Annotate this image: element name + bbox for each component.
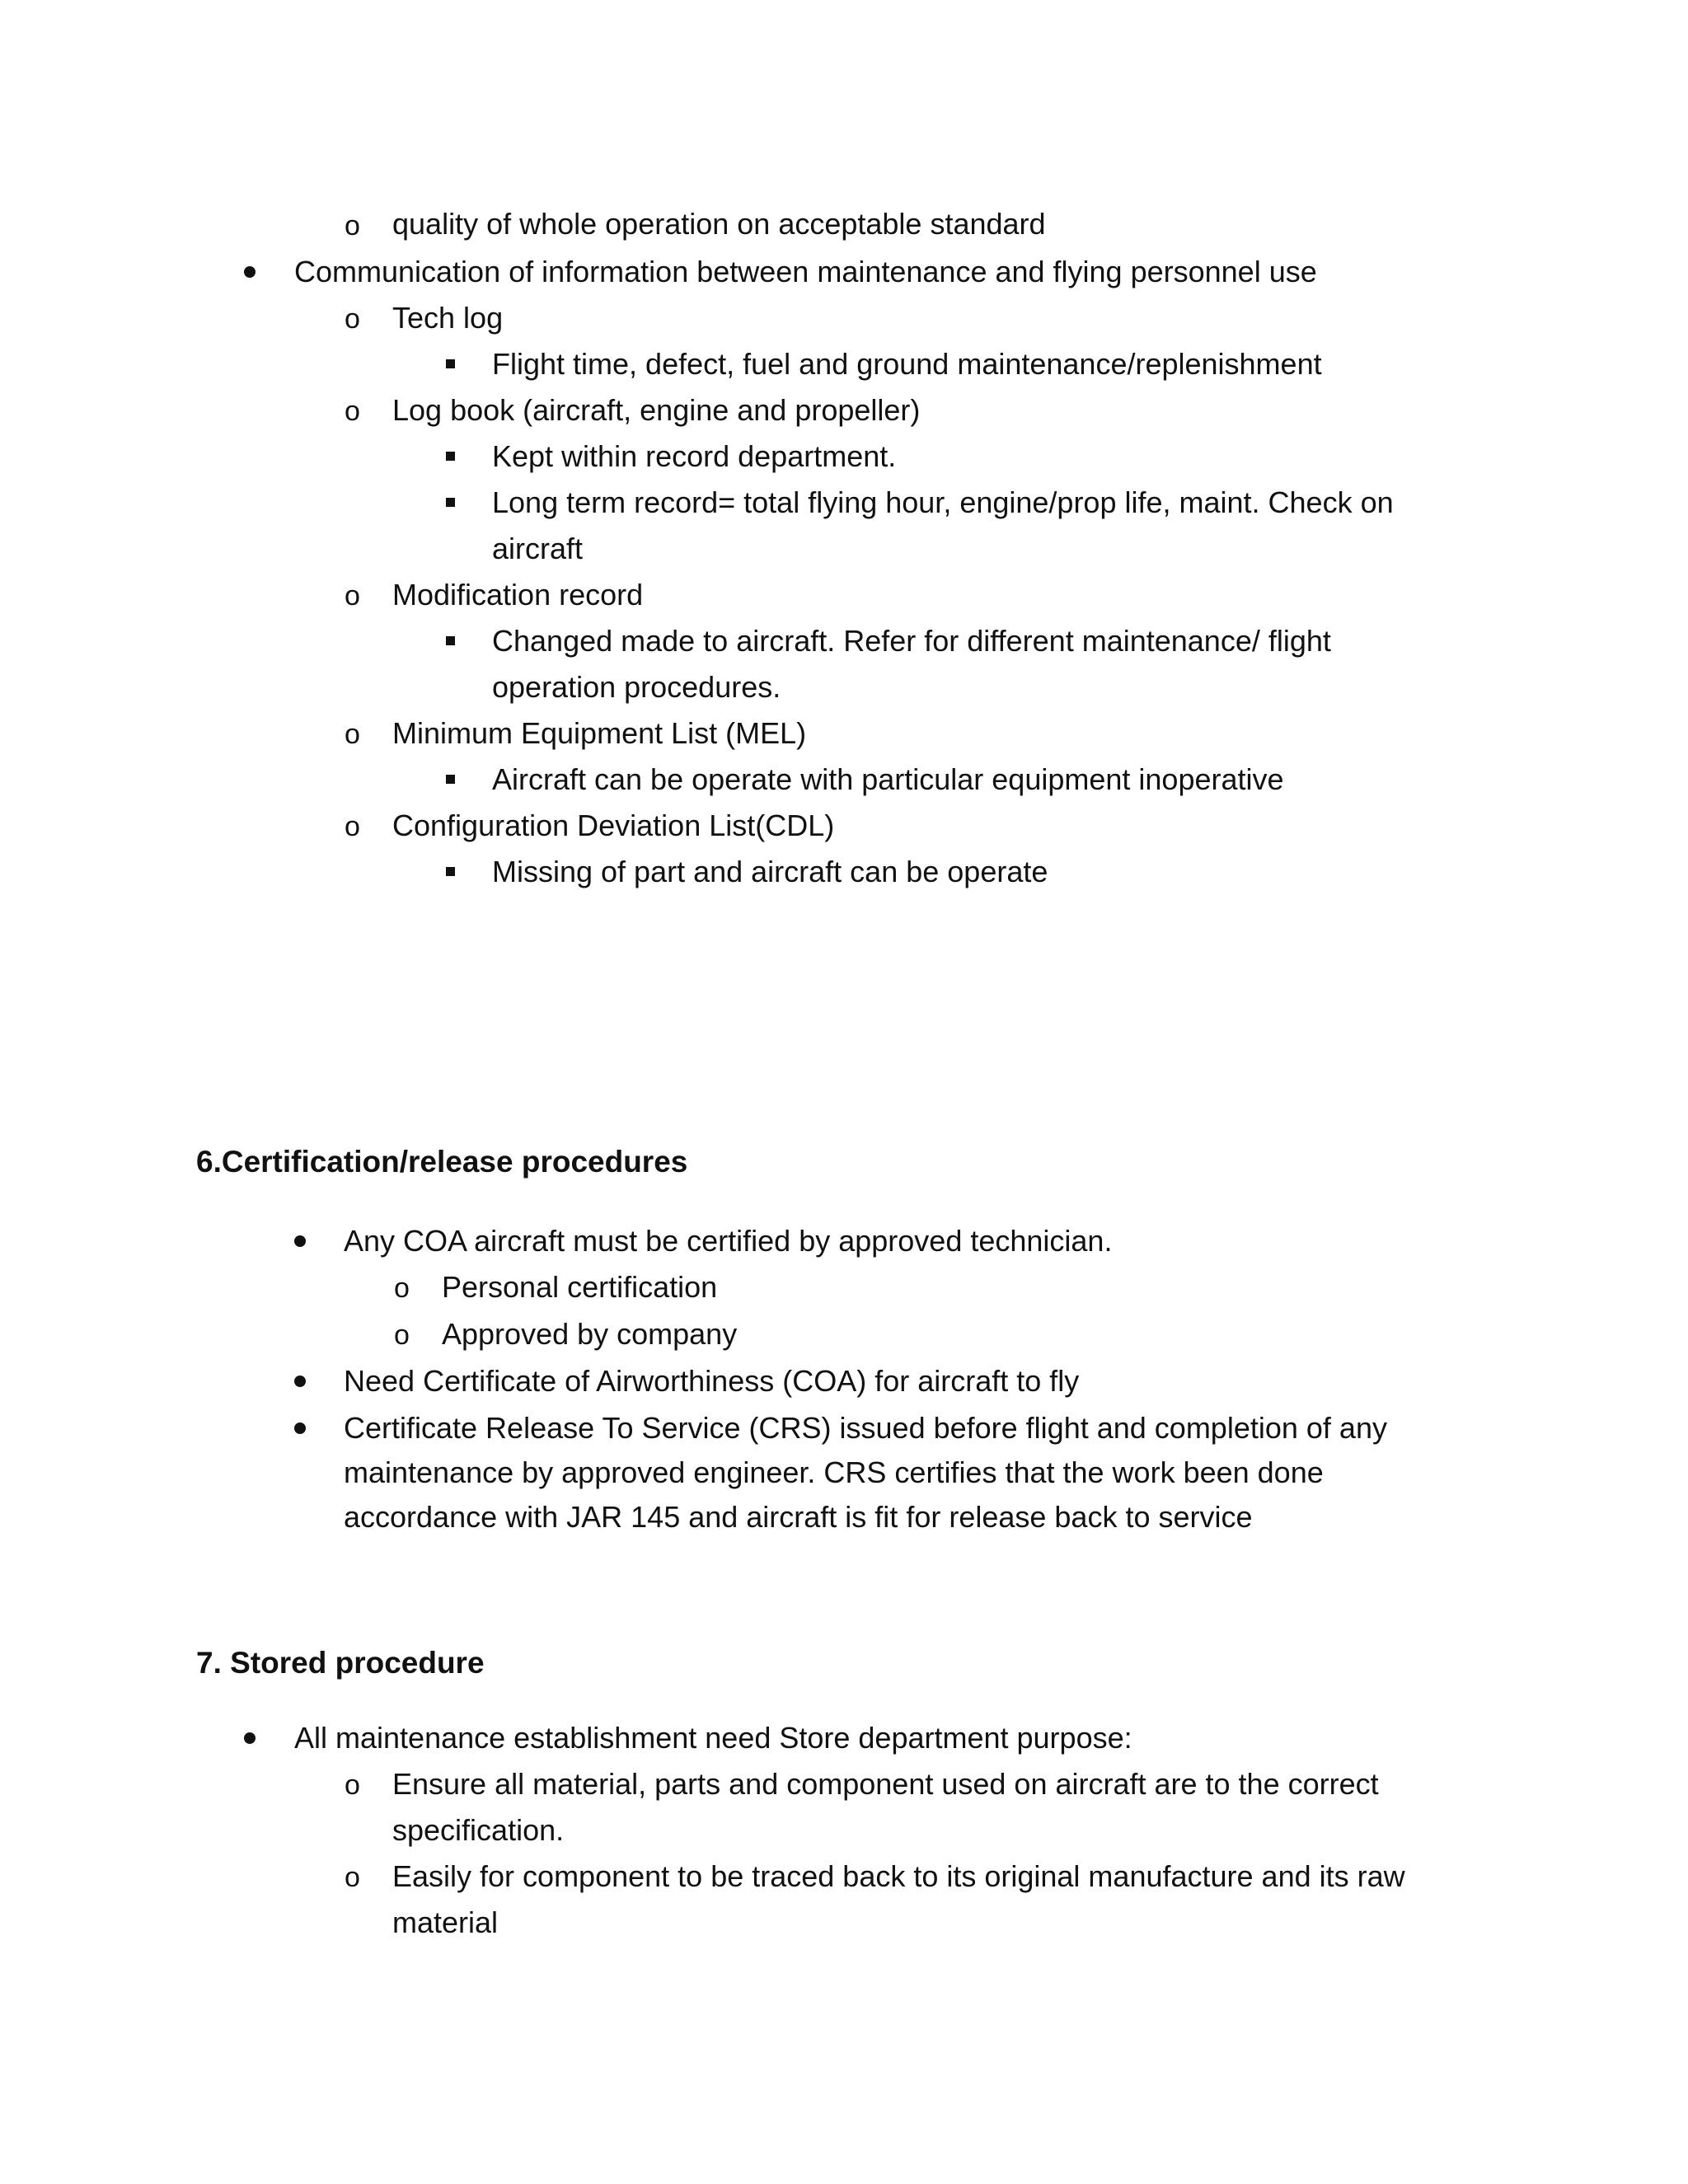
list-item-text: Log book (aircraft, engine and propeller) bbox=[392, 393, 921, 427]
list-item-text: Flight time, defect, fuel and ground maintenance/replenishment bbox=[492, 347, 1322, 381]
list-item-text: Approved by company bbox=[442, 1317, 738, 1351]
list-item-text: material bbox=[392, 1905, 499, 1939]
sub-bullet-marker: o bbox=[345, 719, 360, 750]
sub-bullet-marker: o bbox=[345, 580, 360, 612]
list-item-text: Configuration Deviation List(CDL) bbox=[392, 808, 835, 842]
list-item-text: Tech log bbox=[392, 301, 504, 335]
list-item-text: Ensure all material, parts and component used on aircraft are to the correct bbox=[392, 1767, 1379, 1801]
bullet-marker bbox=[294, 1422, 306, 1434]
list-item-text: operation procedures. bbox=[492, 670, 781, 704]
list-item-text: Missing of part and aircraft can be operate bbox=[492, 855, 1048, 888]
sub-bullet-marker: o bbox=[394, 1272, 410, 1304]
sub-bullet-marker: o bbox=[345, 1862, 360, 1893]
square-bullet-marker bbox=[446, 498, 455, 507]
list-item-text: Communication of information between maintenance and flying personnel use bbox=[294, 255, 1317, 288]
list-item-text: aircraft bbox=[492, 532, 584, 565]
list-item-text: Certificate Release To Service (CRS) issued before flight and completion of any bbox=[344, 1411, 1387, 1445]
sub-bullet-marker: o bbox=[345, 210, 360, 241]
square-bullet-marker bbox=[446, 359, 455, 368]
list-item-text: Easily for component to be traced back to its original manufacture and its raw bbox=[392, 1859, 1405, 1893]
list-item-text: Kept within record department. bbox=[492, 439, 897, 473]
bullet-marker bbox=[244, 266, 256, 278]
list-item-text: Personal certification bbox=[442, 1270, 718, 1304]
list-item-text: All maintenance establishment need Store department purpose: bbox=[294, 1721, 1132, 1755]
section-heading: 7. Stored procedure bbox=[196, 1646, 485, 1680]
list-item-text: Changed made to aircraft. Refer for different maintenance/ flight bbox=[492, 624, 1331, 658]
sub-bullet-marker: o bbox=[345, 303, 360, 335]
bullet-marker bbox=[244, 1732, 256, 1744]
sub-bullet-marker: o bbox=[345, 1769, 360, 1801]
list-item-text: specification. bbox=[392, 1813, 565, 1847]
bullet-marker bbox=[294, 1376, 306, 1387]
list-item-text: Modification record bbox=[392, 578, 644, 612]
square-bullet-marker bbox=[446, 636, 455, 645]
list-item-text: quality of whole operation on acceptable standard bbox=[392, 207, 1046, 241]
square-bullet-marker bbox=[446, 452, 455, 461]
sub-bullet-marker: o bbox=[345, 811, 360, 842]
square-bullet-marker bbox=[446, 775, 455, 784]
list-item-text: Any COA aircraft must be certified by approved technician. bbox=[344, 1224, 1113, 1258]
list-item-text: Need Certificate of Airworthiness (COA) for aircraft to fly bbox=[344, 1364, 1080, 1398]
square-bullet-marker bbox=[446, 867, 455, 876]
list-item-text: Aircraft can be operate with particular equipment inoperative bbox=[492, 762, 1284, 796]
sub-bullet-marker: o bbox=[394, 1319, 410, 1351]
list-item-text: Long term record= total flying hour, engine/prop life, maint. Check on bbox=[492, 485, 1394, 519]
list-item-text: Minimum Equipment List (MEL) bbox=[392, 716, 807, 750]
list-item-text: accordance with JAR 145 and aircraft is fit for release back to service bbox=[344, 1500, 1253, 1534]
bullet-marker bbox=[294, 1235, 306, 1247]
sub-bullet-marker: o bbox=[345, 396, 360, 427]
list-item-text: maintenance by approved engineer. CRS certifies that the work been done bbox=[344, 1455, 1324, 1489]
section-heading: 6.Certification/release procedures bbox=[196, 1145, 688, 1179]
